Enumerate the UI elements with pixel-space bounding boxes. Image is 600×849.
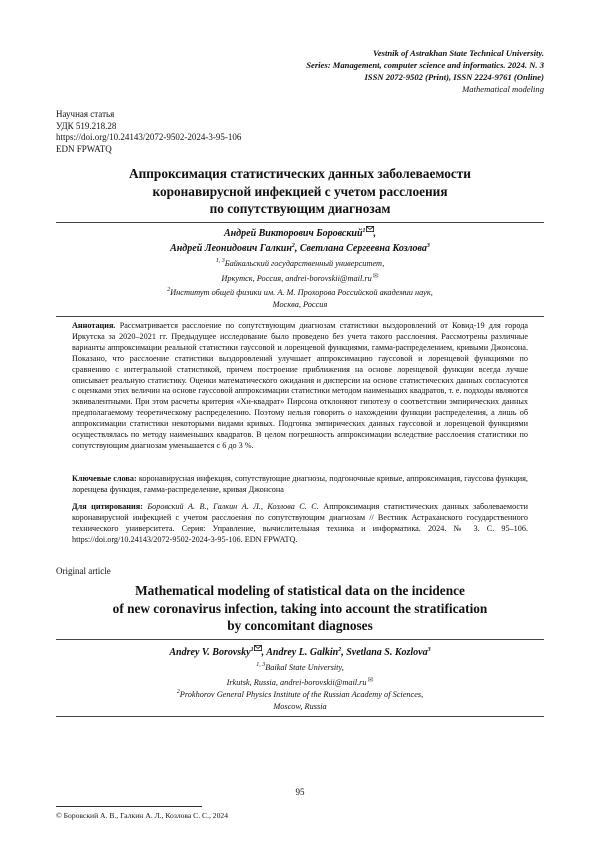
divider: [56, 639, 544, 640]
en-author-2[interactable]: Andrey L. Galkin: [266, 647, 339, 658]
en-article-type: Original article: [56, 566, 111, 576]
keywords: [72, 474, 528, 496]
keywords-text: коронавирусная инфекция, сопутствующие диагнозы, подгоночные кривые, аппроксимация, гауссова функция, лоренцева функция, гамма-распределение, кривая Джонсона: [72, 474, 528, 494]
ru-author-3[interactable]: Светлана Сергеевна Козлова: [299, 243, 427, 254]
ru-affiliation-2: $^2$Институт общей физики им. А. М. Прохорова Российской академии наук, Москва, Россия: [167, 287, 433, 309]
edn-code: EDN FPWATQ: [56, 143, 112, 154]
en-affiliation-1: $^{1, 3}$Baikal State University, Irkutsk, Russia, andrei-borovskii@mail.ru✉: [226, 662, 374, 687]
ru-author-1[interactable]: Андрей Викторович Боровский: [223, 228, 363, 239]
en-authors: Andrey V. Borovsky$^1$ , Andrey L. Galkin$^2$, Svetlana S. Kozlova$^3$: [169, 647, 431, 658]
en-affiliation-email[interactable]: Irkutsk, Russia, andrei-borovskii@mail.ru: [226, 678, 367, 687]
abstract-text: Рассматривается расслоение по сопутствующим диагнозам статистики выздоровлений от Ковид-19 для города Иркутска за 2020–2021 гг. Предыдущее исследование было проведено без учета такого расслоения. Рассмотрены различные варианты аппроксимации реальной статистики гауссовой и лоренцевой функциями, гамма-распределением, кривыми Джонсона. Показано, что расслоение статистики выздоровлений улучшает аппроксимацию гауссовой и лоренцевой функциями по сравнению с интегральной статистикой, причем построение приближения на основе лоренцевой функции всегда лучше описывает реальную статистику. Оценки математического ожидания и дисперсии на основе статистических данных согласуются с оценками этих величин на основе гауссовой аппроксимации статистики методом наименьших квадратов, т. е. подходы являются эквивалентными. При этом расчеты критерия «Хи-квадрат» Пирсона отклоняют гипотезу о соответствии эмпирических данных предполагаемому теоретическому распределению. Поэтому нельзя говорить о нахождении функции распределения, а лишь об аппроксимации статистики некоторыми видами кривых. Подгонка эмпирических данных гауссовой и лоренцевой функциями осуществлялась по методу наименьших квадратов. В целом погрешность аппроксимации вследствие расслоения статистики по сопутствующим диагнозам уменьшается с 6 до 3 %.: [72, 321, 529, 450]
ru-title-line: Аппроксимация статистических данных заболеваемости: [129, 166, 471, 181]
udk-code: УДК 519.218.28: [56, 120, 117, 131]
journal-series: Series: Management, computer science and informatics. 2024. N. 3: [306, 60, 544, 70]
en-title-line: of new coronavirus infection, taking into account the stratification: [112, 600, 488, 616]
ru-title-line: по сопутствующим диагнозам: [209, 201, 391, 216]
citation-authors: Боровский А. В., Галкин А. Л., Козлова С. С.: [147, 502, 319, 511]
envelope-icon: [366, 228, 374, 239]
journal-issn: ISSN 2072-9502 (Print), ISSN 2224-9761 (Online): [364, 72, 544, 82]
citation: [72, 502, 528, 546]
journal-section: Mathematical modeling: [462, 84, 544, 94]
envelope-icon: ✉: [367, 676, 374, 684]
copyright-notice: © Боровский А. В., Галкин А. Л., Козлова С. С., 2024: [56, 811, 228, 820]
ru-affiliation-email[interactable]: Иркутск, Россия, andrei-borovskii@mail.ru: [221, 274, 372, 283]
journal-header: [306, 47, 544, 95]
citation-label: Для цитирования:: [72, 502, 143, 511]
ru-author-2[interactable]: Андрей Леонидович Галкин: [170, 243, 292, 254]
divider: [56, 222, 544, 223]
en-title: [56, 582, 544, 635]
ru-title-line: коронавирусной инфекцией с учетом расслоения: [152, 183, 448, 199]
footnote-rule: [56, 806, 202, 807]
citation-text: Аппроксимация статистических данных заболеваемости коронавирусной инфекцией с учетом расслоения по сопутствующим диагнозам // Вестник Астраханского государственного технического университета. Серия: Управление, вычислительная техника и информатика. 2024. № 3. С. 95–106. https://doi.org/10.24143/2072-9502-2024-3-95-106. EDN FPWATQ.: [72, 502, 528, 544]
envelope-icon: ✉: [372, 272, 379, 280]
ru-title: [56, 165, 544, 218]
journal-name: Vestnik of Astrakhan State Technical University.: [373, 48, 544, 58]
en-title-line: Mathematical modeling of statistical data on the incidence: [135, 583, 465, 598]
keywords-label: Ключевые слова:: [72, 474, 137, 483]
doi-link[interactable]: https://doi.org/10.24143/2072-9502-2024-3-95-106: [56, 132, 242, 142]
page-number: 95: [295, 787, 305, 797]
envelope-icon: [254, 647, 262, 658]
abstract: [72, 321, 528, 452]
en-title-line: by concomitant diagnoses: [227, 618, 373, 633]
en-author-3[interactable]: Svetlana S. Kozlova: [346, 647, 428, 658]
en-affiliation-2: $^2$Prokhorov General Physics Institute of the Russian Academy of Sciences, Moscow, Russia: [176, 689, 424, 711]
ru-authors: Андрей Викторович Боровский$^1$ , Андрей Леонидович Галкин$^2$, Светлана Сергеевна Козлова$^3$: [170, 228, 430, 254]
article-meta: [56, 109, 241, 155]
article-type: Научная статья: [56, 109, 115, 119]
en-author-1[interactable]: Andrey V. Borovsky: [169, 647, 251, 658]
ru-affiliation-1: $^{1, 3}$Байкальский государственный университет, Иркутск, Россия, andrei-borovskii@mail.ru✉: [215, 258, 385, 283]
abstract-label: Аннотация.: [72, 321, 116, 330]
divider: [56, 716, 544, 717]
divider: [56, 316, 544, 317]
